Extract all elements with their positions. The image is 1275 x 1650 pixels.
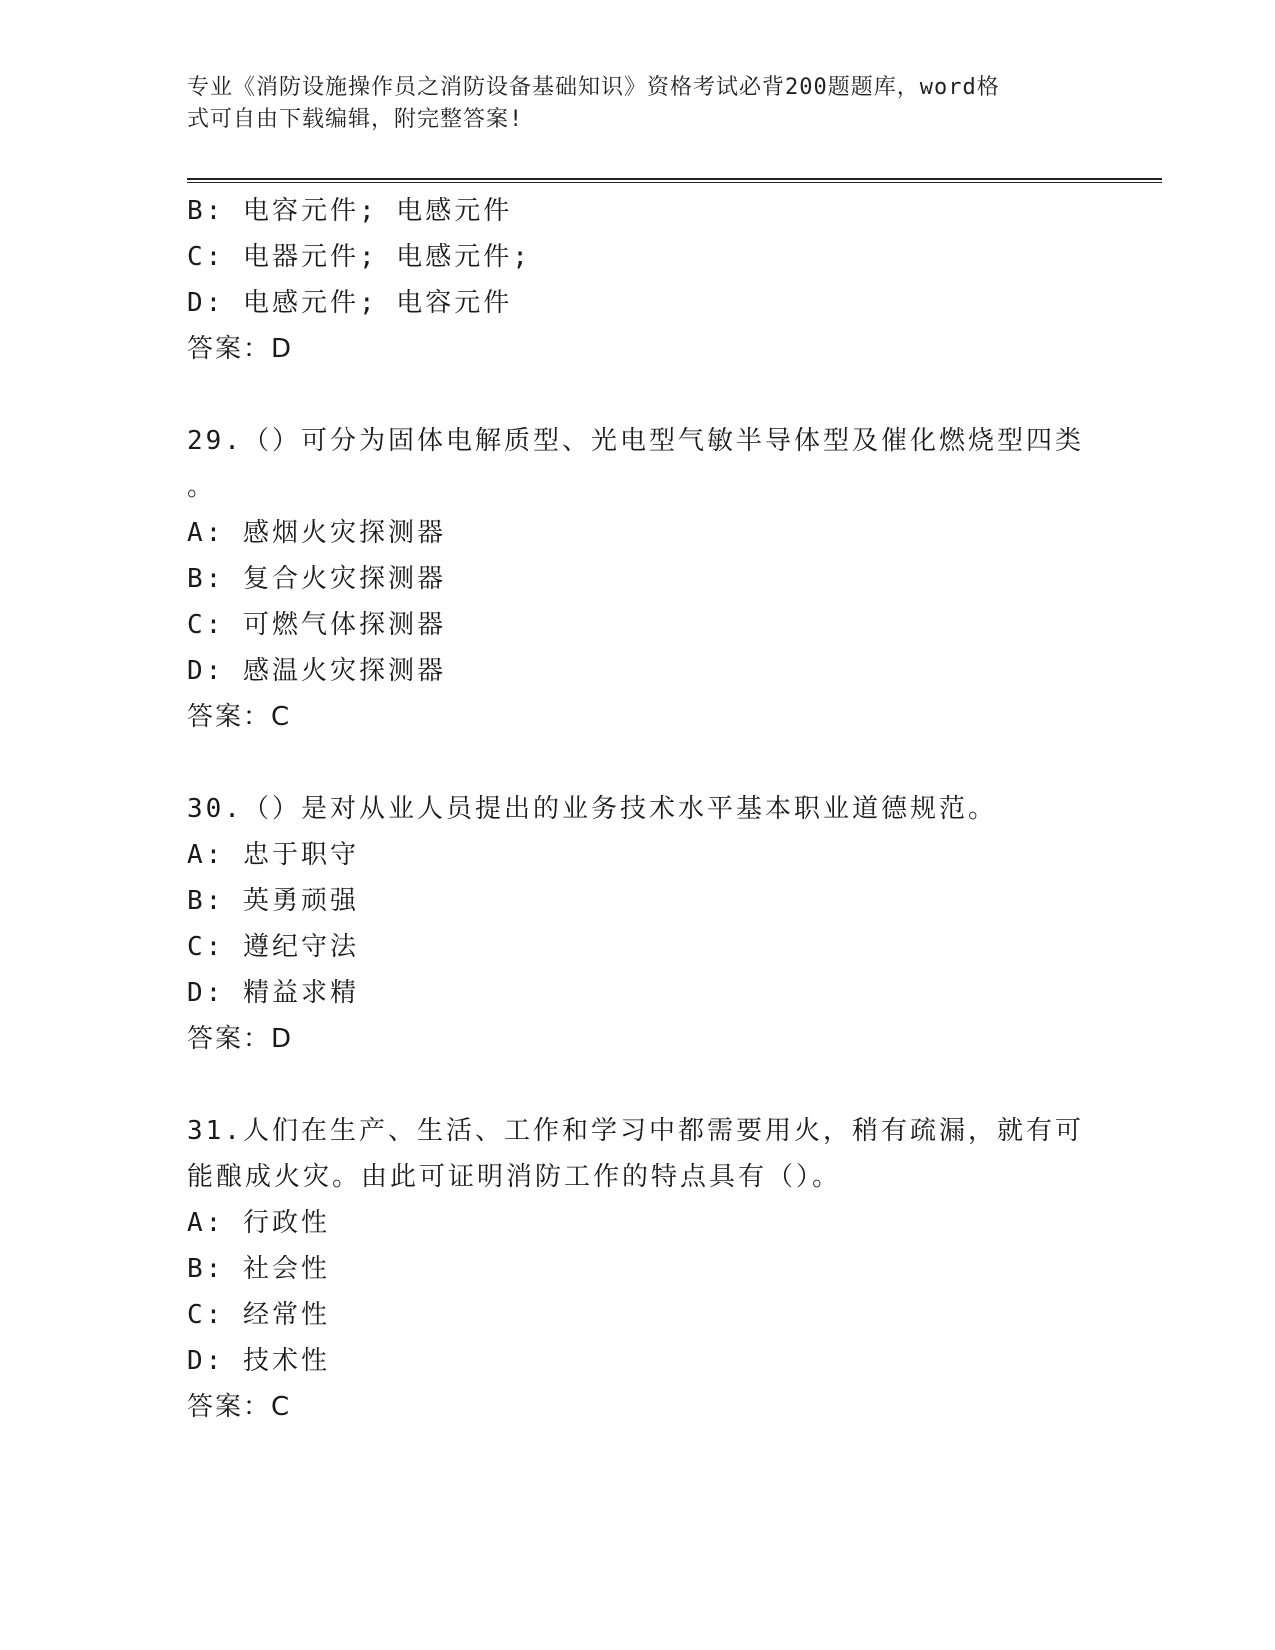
- question-content: [187, 188, 1162, 1430]
- answer-line: 答案：D: [187, 334, 294, 364]
- header-line-2: 式可自由下载编辑，附完整答案!: [187, 107, 524, 132]
- question-stem-line: 29.（）可分为固体电解质型、光电型气敏半导体型及催化燃烧型四类: [187, 426, 1084, 456]
- answer-line: 答案：C: [187, 1392, 292, 1422]
- spacer: [187, 372, 1162, 418]
- option-c: C: 经常性: [187, 1300, 330, 1330]
- spacer: [187, 740, 1162, 786]
- question-29: [187, 418, 1162, 740]
- option-b: B: 英勇顽强: [187, 886, 359, 916]
- option-c: C: 可燃气体探测器: [187, 610, 446, 640]
- header-divider: [187, 178, 1162, 183]
- answer-line: 答案：C: [187, 702, 292, 732]
- option-a: A: 忠于职守: [187, 840, 359, 870]
- option-c: C: 电器元件; 电感元件;: [187, 242, 531, 272]
- question-31: [187, 1108, 1162, 1430]
- question-stem-line: 31.人们在生产、生活、工作和学习中都需要用火，稍有疏漏，就有可: [187, 1116, 1084, 1146]
- question-stem-line: 30.（）是对从业人员提出的业务技术水平基本职业道德规范。: [187, 794, 997, 824]
- option-a: A: 感烟火灾探测器: [187, 518, 446, 548]
- spacer: [187, 1062, 1162, 1108]
- question-stem-line: 。: [187, 472, 217, 502]
- option-a: A: 行政性: [187, 1208, 330, 1238]
- header-line-1: 专业《消防设施操作员之消防设备基础知识》资格考试必背200题题库，word格: [187, 75, 1000, 100]
- option-b: B: 电容元件; 电感元件: [187, 196, 513, 226]
- option-d: D: 电感元件; 电容元件: [187, 288, 513, 318]
- option-b: B: 复合火灾探测器: [187, 564, 446, 594]
- question-30: [187, 786, 1162, 1062]
- document-header: [187, 72, 1067, 136]
- answer-line: 答案：D: [187, 1024, 294, 1054]
- option-d: D: 精益求精: [187, 978, 359, 1008]
- option-d: D: 技术性: [187, 1346, 330, 1376]
- option-c: C: 遵纪守法: [187, 932, 359, 962]
- question-stem-line: 能酿成火灾。由此可证明消防工作的特点具有（）。: [187, 1162, 842, 1192]
- partial-question: [187, 188, 1162, 372]
- option-b: B: 社会性: [187, 1254, 330, 1284]
- option-d: D: 感温火灾探测器: [187, 656, 446, 686]
